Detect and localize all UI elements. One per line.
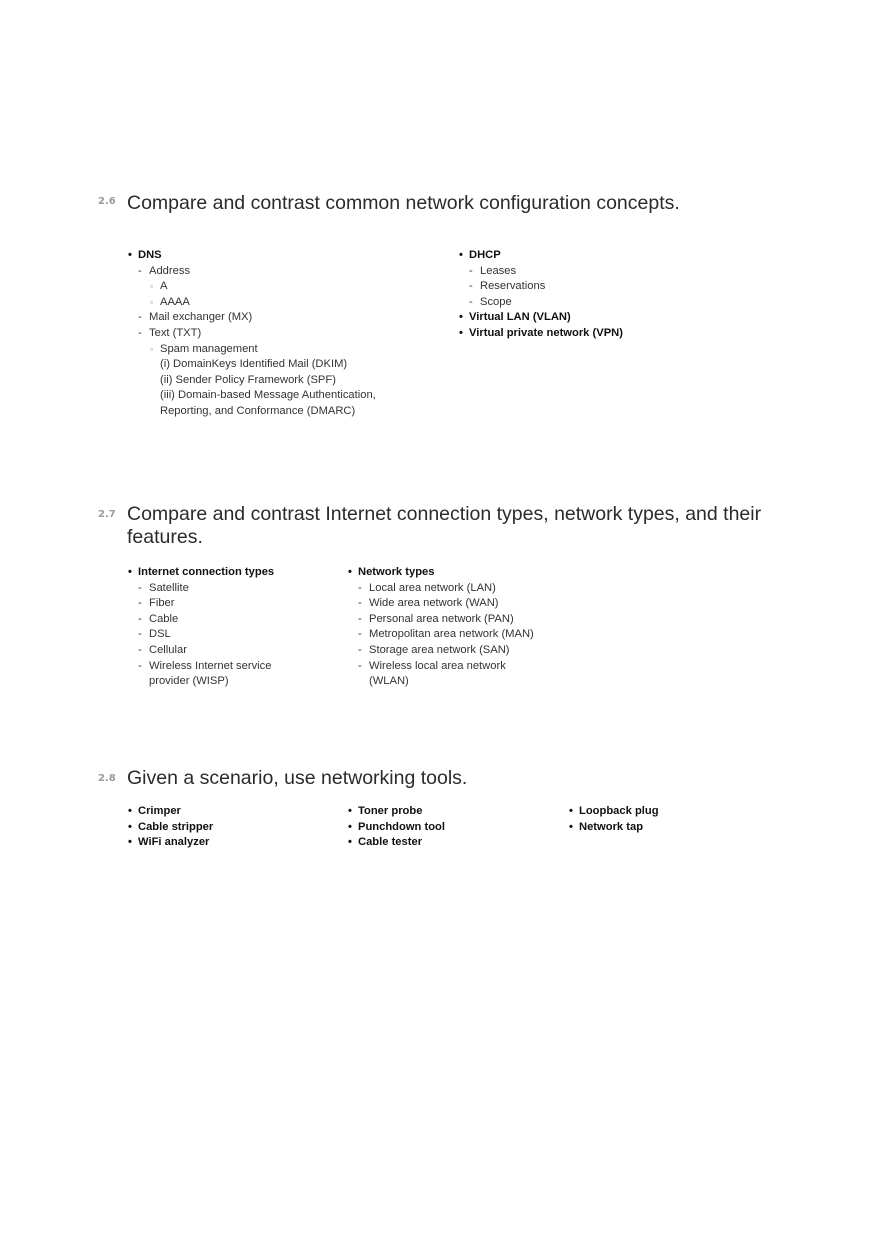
list-item-text: Address [149,264,191,277]
list-item-text: Spam management [160,342,258,355]
list-item [128,612,274,628]
list-item [459,295,623,311]
list-item [348,659,534,675]
list-item-text: AAAA [160,295,190,308]
list-item-text: DSL [149,628,171,641]
section-number: 2.6 [98,196,116,207]
bullet-icon: • [569,805,573,817]
bullet-icon: • [459,311,463,324]
dash-icon: - [358,597,362,610]
list-item-text: Fiber [149,597,175,610]
list-item-text: (i) DomainKeys Identified Mail (DKIM) [160,358,348,371]
list-item-text: Scope [480,295,512,308]
list-item [459,248,623,264]
bullet-icon: • [128,836,132,849]
dash-icon: - [469,264,473,277]
dash-icon: - [138,311,142,324]
dash-icon: - [469,295,473,308]
list-column [128,804,213,851]
list-item-text: Metropolitan area network (MAN) [369,628,534,641]
list-item [128,264,376,280]
list-item [348,581,534,597]
list-item-text: Internet connection types [138,566,275,578]
section-number: 2.7 [98,509,116,520]
list-column [569,804,659,835]
list-item [128,373,376,389]
list-item-text: Punchdown tool [358,820,445,833]
list-item-text: (ii) Sender Policy Framework (SPF) [160,373,336,386]
list-item [128,342,376,358]
list-item [128,279,376,295]
dash-icon: - [138,326,142,339]
dash-icon: - [358,659,362,672]
list-item-text: Personal area network (PAN) [369,612,514,625]
list-item [569,820,659,836]
list-item-text: Cellular [149,643,187,656]
list-item-text: (iii) Domain-based Message Authentication, [160,389,376,402]
list-item [128,581,274,597]
list-item [348,612,534,628]
list-item-text: Cable tester [358,836,423,849]
list-item-text: (WLAN) [369,675,409,688]
list-item [128,310,376,326]
list-item [348,674,534,690]
list-column [128,565,274,690]
list-item-text: Local area network (LAN) [369,581,496,594]
list-item [348,627,534,643]
list-item-text: Mail exchanger (MX) [149,311,253,324]
bullet-icon: • [459,249,463,261]
list-item-text: Reporting, and Conformance (DMARC) [160,404,356,417]
list-item-text: Cable stripper [138,820,214,833]
list-item [459,326,623,342]
list-item-text: Reservations [480,280,546,293]
list-item [128,835,213,851]
dash-icon: - [138,581,142,594]
list-column [348,804,445,851]
dash-icon: - [469,280,473,293]
list-item [348,643,534,659]
list-item-text: Text (TXT) [149,326,202,339]
list-item [459,310,623,326]
bullet-icon: • [569,820,573,833]
dash-icon: - [358,643,362,656]
list-item-text: Cable [149,612,179,625]
dash-icon: - [138,597,142,610]
list-item [348,804,445,820]
list-item-text: WiFi analyzer [138,836,210,849]
bullet-icon: • [459,326,463,339]
list-item-text: A [160,280,168,293]
bullet-icon: • [128,805,132,817]
list-item-text: Toner probe [358,805,423,817]
list-item [128,357,376,373]
dash-icon: - [358,612,362,625]
list-item [569,804,659,820]
list-item [128,643,274,659]
list-item [128,596,274,612]
bullet-icon: • [128,820,132,833]
square-bullet-icon: ▫ [150,297,153,307]
list-item [128,674,274,690]
dash-icon: - [138,659,142,672]
list-item-text: Virtual LAN (VLAN) [469,311,571,324]
dash-icon: - [138,612,142,625]
bullet-icon: • [348,566,352,578]
dash-icon: - [358,628,362,641]
list-item [348,820,445,836]
list-item [459,279,623,295]
list-item-text: DHCP [469,249,501,261]
list-column [348,565,534,690]
dash-icon: - [138,264,142,277]
list-item [348,835,445,851]
section-title: Given a scenario, use networking tools. [127,767,468,789]
square-bullet-icon: ▫ [150,344,153,354]
list-item-text: Wireless Internet service [149,659,272,672]
list-item-text: Wide area network (WAN) [369,597,499,610]
list-item [128,804,213,820]
list-item [128,404,376,420]
section-title: Compare and contrast Internet connection types, network types, and their features. [127,503,762,548]
list-item [348,565,534,581]
list-item [128,248,376,264]
square-bullet-icon: ▫ [150,282,153,292]
list-item [128,326,376,342]
list-item [128,295,376,311]
list-item [128,820,213,836]
list-item [348,596,534,612]
list-item-text: DNS [138,249,162,261]
list-item-text: Crimper [138,805,181,817]
section-title: Compare and contrast common network configuration concepts. [127,192,680,214]
list-item [128,388,376,404]
list-column [128,248,376,420]
list-item-text: provider (WISP) [149,675,229,688]
list-item-text: Network types [358,566,435,578]
section-number: 2.8 [98,773,116,784]
list-item-text: Satellite [149,581,189,594]
bullet-icon: • [348,820,352,833]
dash-icon: - [138,643,142,656]
list-item-text: Virtual private network (VPN) [469,326,623,339]
bullet-icon: • [348,805,352,817]
list-item [128,565,274,581]
list-item-text: Loopback plug [579,805,659,817]
list-item-text: Leases [480,264,517,277]
list-item-text: Wireless local area network [369,659,506,672]
dash-icon: - [138,628,142,641]
list-item-text: Storage area network (SAN) [369,643,510,656]
list-item [459,264,623,280]
list-item [128,627,274,643]
dash-icon: - [358,581,362,594]
list-column [459,248,623,342]
bullet-icon: • [128,249,132,261]
bullet-icon: • [348,836,352,849]
list-item [128,659,274,675]
bullet-icon: • [128,566,132,578]
list-item-text: Network tap [579,820,644,833]
